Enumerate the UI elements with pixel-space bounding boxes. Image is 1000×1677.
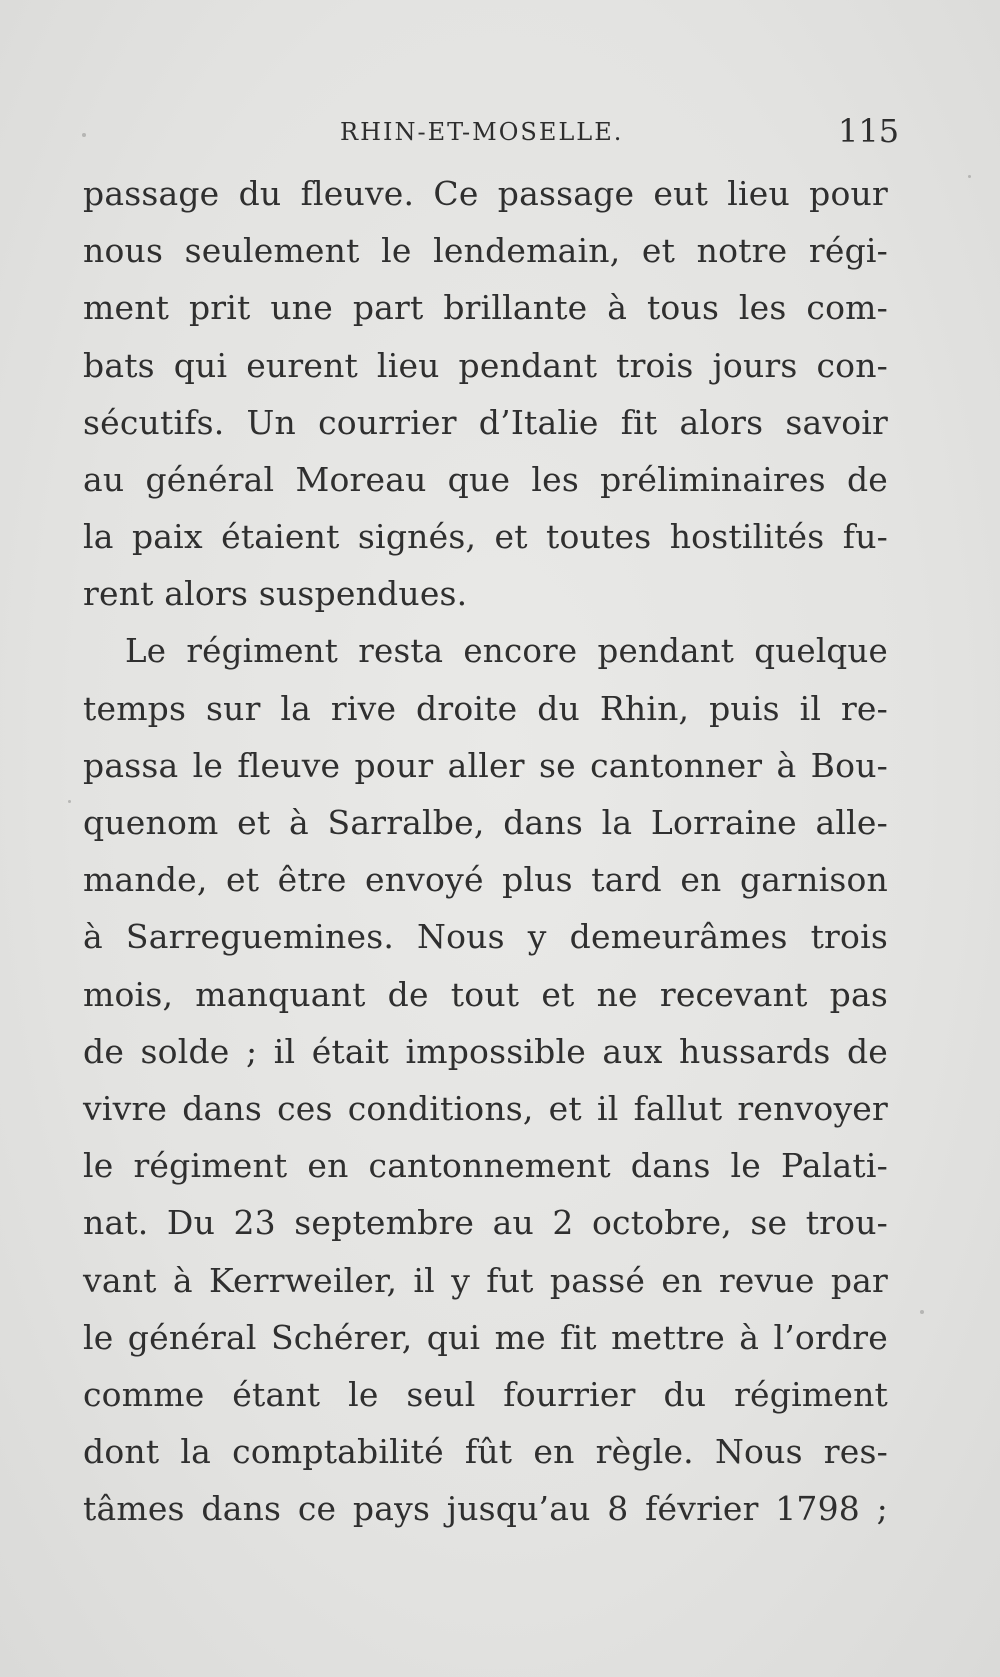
text-line: à Sarreguemines. Nous y demeurâmes trois — [83, 917, 888, 957]
text-line: de solde ; il était impossible aux hussards de — [83, 1031, 888, 1071]
text-line: le régiment en cantonnement dans le Palati- — [83, 1146, 888, 1186]
running-title: RHIN-ET-MOSELLE. — [340, 118, 624, 146]
text-line: dont la comptabilité fût en règle. Nous res- — [83, 1432, 888, 1472]
paper-speck — [920, 1310, 924, 1314]
text-line: temps sur la rive droite du Rhin, puis il re- — [83, 688, 888, 728]
text-line: comme étant le seul fourrier du régiment — [83, 1374, 888, 1414]
text-line: bats qui eurent lieu pendant trois jours con- — [83, 345, 888, 385]
body-text — [83, 165, 888, 1538]
text-line: la paix étaient signés, et toutes hostilités fu- — [83, 517, 888, 557]
paragraph-first-line: Le régiment resta encore pendant quelque — [125, 631, 888, 670]
text-line: mois, manquant de tout et ne recevant pas — [83, 974, 888, 1014]
text-line: au général Moreau que les préliminaires de — [83, 459, 888, 499]
text-line: le général Schérer, qui me fit mettre à l’ordre — [83, 1317, 888, 1357]
text-line: mande, et être envoyé plus tard en garnison — [83, 860, 888, 900]
text-line: nous seulement le lendemain, et notre régi- — [83, 231, 888, 271]
page-number: 115 — [838, 112, 900, 150]
text-line: vivre dans ces conditions, et il fallut renvoyer — [83, 1089, 888, 1128]
text-line: quenom et à Sarralbe, dans la Lorraine alle- — [83, 803, 888, 843]
text-line: nat. Du 23 septembre au 2 octobre, se trou- — [83, 1203, 888, 1243]
text-line: sécutifs. Un courrier d’Italie fit alors savoir — [83, 402, 888, 442]
paper-speck — [68, 800, 71, 803]
text-line: tâmes dans ce pays jusqu’au 8 février 1798 ; — [83, 1489, 888, 1529]
text-line: ment prit une part brillante à tous les com- — [83, 288, 888, 328]
text-line: passa le fleuve pour aller se cantonner à Bou- — [83, 745, 888, 785]
running-header — [0, 112, 1000, 152]
text-line: rent alors suspendues. — [83, 574, 468, 614]
paper-speck — [968, 175, 971, 178]
text-line: passage du fleuve. Ce passage eut lieu pour — [83, 174, 888, 213]
text-line: vant à Kerrweiler, il y fut passé en revue par — [83, 1260, 888, 1300]
